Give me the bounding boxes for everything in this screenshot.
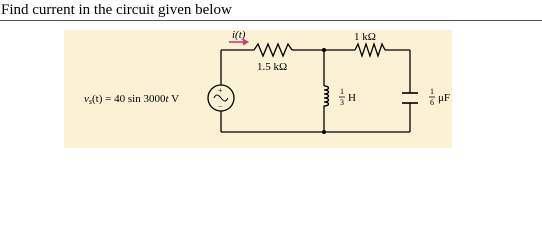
resistor-top-label: 1 kΩ xyxy=(354,31,376,43)
question-text: Find current in the circuit given below xyxy=(0,0,542,21)
source-label-v: v xyxy=(84,93,89,105)
circuit-wires xyxy=(221,50,410,132)
capacitor-num: 1 xyxy=(430,87,434,96)
inductor-label xyxy=(339,87,356,107)
capacitor-unit: μF xyxy=(438,92,451,104)
capacitor xyxy=(402,93,418,103)
resistor-top xyxy=(355,44,385,56)
inductor-unit: H xyxy=(348,92,356,104)
node-top xyxy=(322,48,326,52)
current-label: i(t) xyxy=(232,29,246,41)
source-minus: − xyxy=(218,102,223,111)
inductor xyxy=(324,86,329,108)
node-bottom xyxy=(322,130,326,134)
source-label-sub: s xyxy=(88,97,93,106)
capacitor-label xyxy=(429,87,450,107)
resistor-series xyxy=(254,44,292,56)
capacitor-den: 6 xyxy=(430,98,434,107)
inductor-num: 1 xyxy=(340,87,344,96)
inductor-den: 3 xyxy=(340,98,344,107)
source-label-t: t xyxy=(165,93,169,105)
source-plus: + xyxy=(218,86,223,95)
source-label-expr: (t) = 40 sin 3000 xyxy=(92,93,166,105)
source-label xyxy=(84,93,179,106)
source-label-unit: V xyxy=(168,93,180,105)
resistor-series-label: 1.5 kΩ xyxy=(257,61,288,73)
